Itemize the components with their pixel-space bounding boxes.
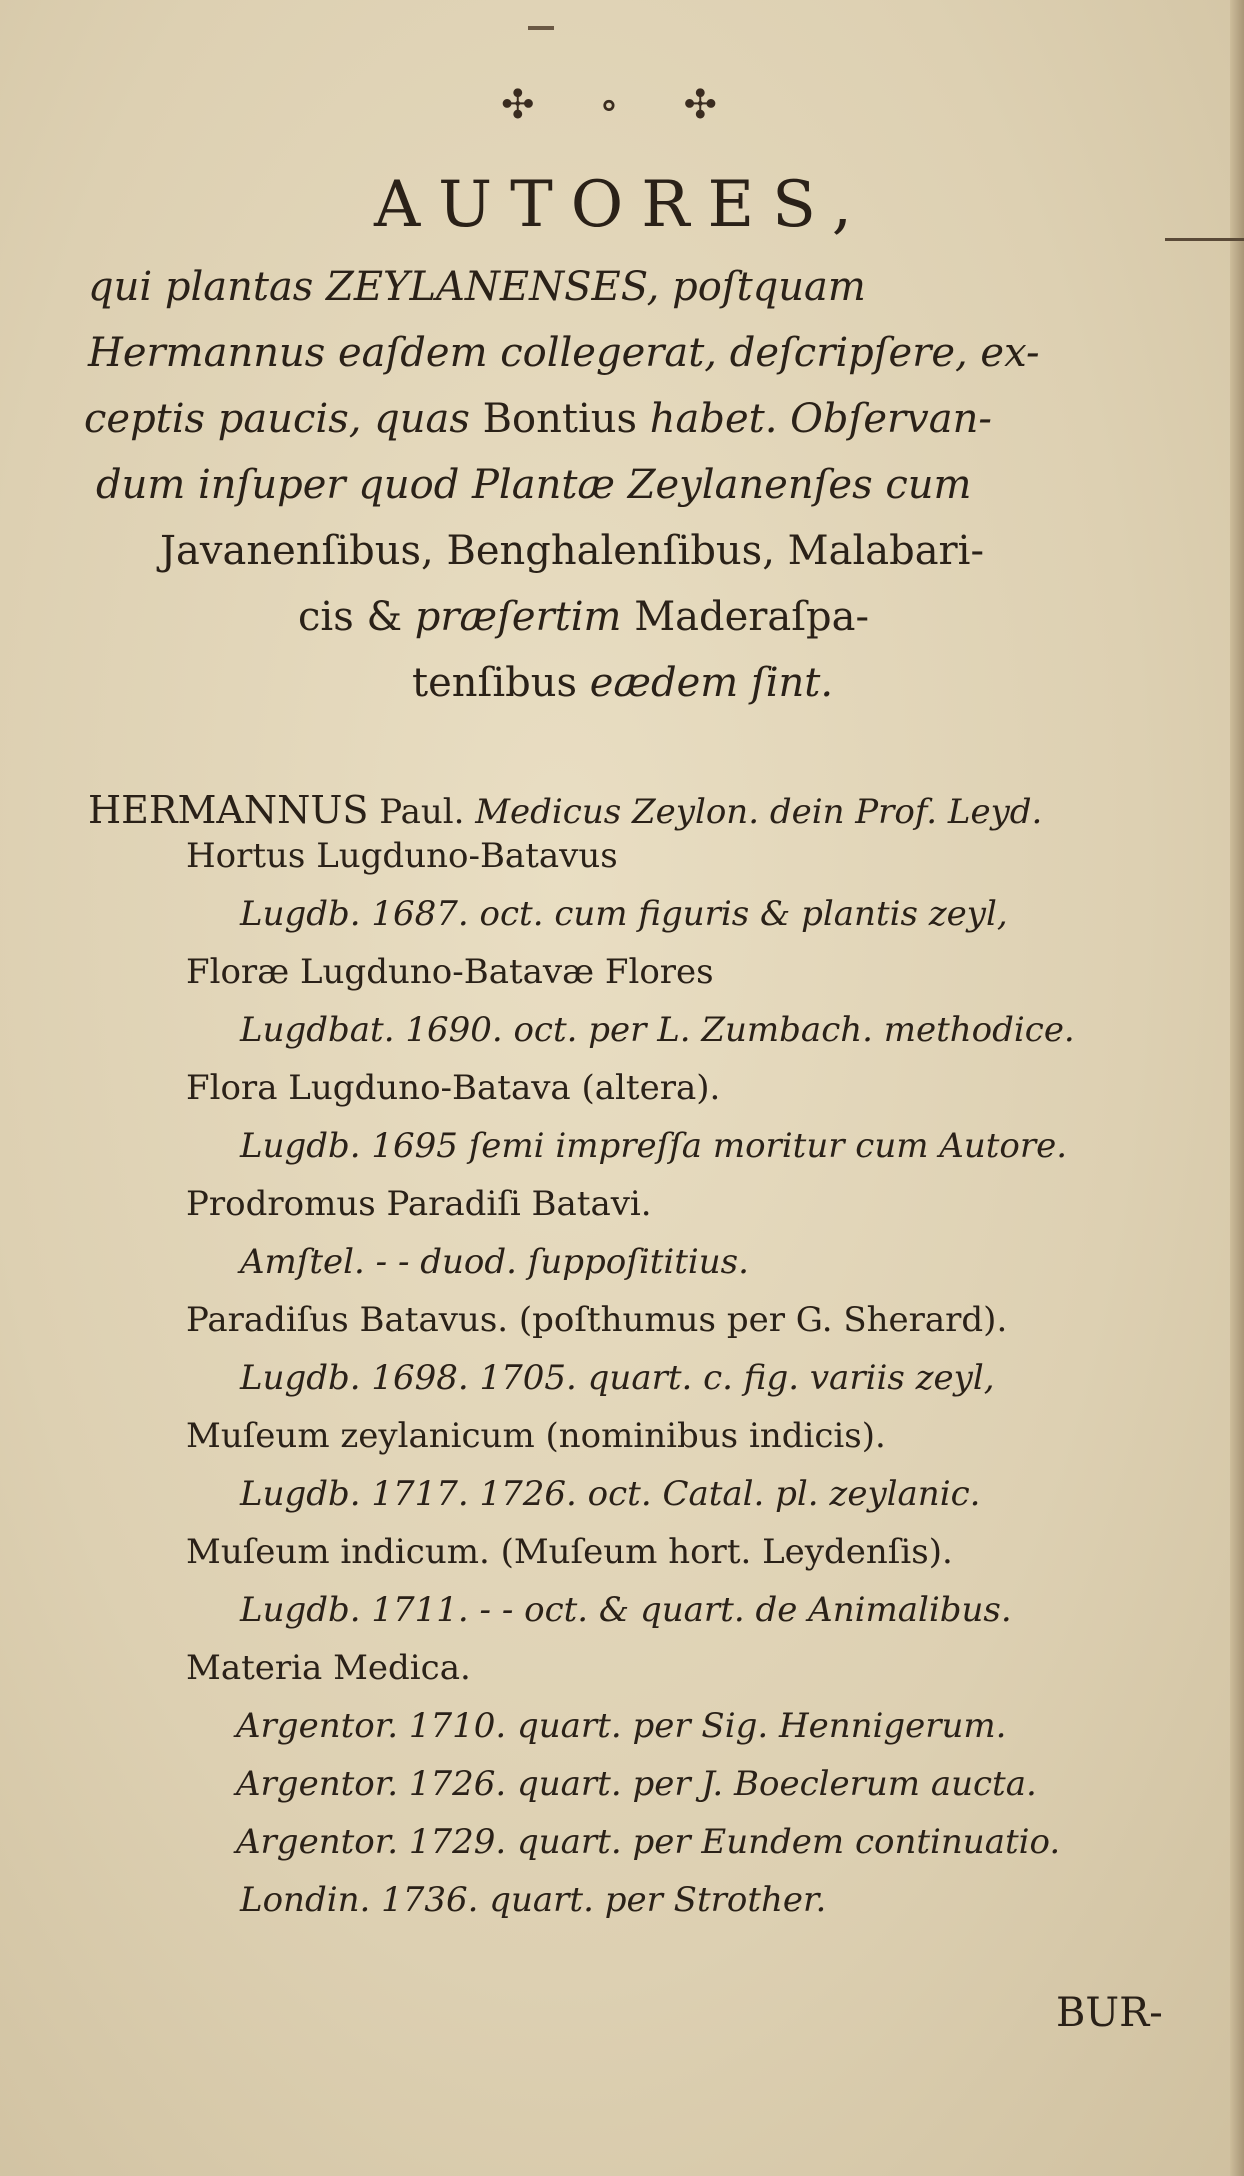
work-imprint: Lugdb. 1687. oct. cum figuris & plantis zeyl, [240, 894, 1008, 934]
intro-line [160, 526, 984, 576]
work-imprint: Lugdb. 1698. 1705. quart. c. fig. variis zeyl, [240, 1358, 995, 1398]
intro-segment: cis & [298, 594, 415, 640]
intro-segment: tenſibus [412, 660, 590, 706]
work-title: Prodromus Paradiſi Batavi. [186, 1184, 652, 1224]
header-ornament: ✣ ∘ ✣ [500, 82, 744, 128]
intro-segment: ceptis paucis, quas [84, 396, 483, 442]
work-imprint: Amſtel. - - duod. ſuppoſititius. [240, 1242, 749, 1282]
intro-line [96, 460, 971, 510]
work-imprint: Lugdb. 1695 ſemi impreſſa moritur cum Autore. [240, 1126, 1068, 1166]
intro-line [412, 658, 833, 708]
author-description: Medicus Zeylon. dein Prof. Leyd. [475, 792, 1043, 832]
work-imprint: Argentor. 1726. quart. per J. Boeclerum aucta. [236, 1764, 1037, 1804]
work-title: Muſeum zeylanicum (nominibus indicis). [186, 1416, 886, 1456]
author-line [88, 788, 1042, 834]
author-name: HERMANNUS [88, 788, 369, 832]
intro-segment: præſertim [414, 594, 622, 640]
intro-segment: habet. Obſervan- [637, 396, 992, 442]
work-imprint: Lugdb. 1717. 1726. oct. Catal. pl. zeylanic. [240, 1474, 981, 1514]
intro-line [298, 592, 869, 642]
intro-segment: eædem ſint. [589, 660, 834, 706]
page-title: AUTORES, [373, 168, 871, 242]
work-imprint: Argentor. 1729. quart. per Eundem continuatio. [236, 1822, 1061, 1862]
intro-segment: Hermannus eaſdem collegerat, deſcripſere, ex- [88, 330, 1040, 376]
work-imprint: Londin. 1736. quart. per Strother. [240, 1880, 827, 1920]
catchword: BUR- [1056, 1990, 1163, 2036]
work-imprint: Lugdb. 1711. - - oct. & quart. de Animalibus. [240, 1590, 1012, 1630]
page-edge-shadow [1230, 0, 1244, 2176]
work-title: Paradiſus Batavus. (poſthumus per G. Sherard). [186, 1300, 1008, 1340]
intro-line [88, 262, 866, 312]
author-first-name: Paul. [368, 792, 476, 832]
work-title: Hortus Lugduno-Batavus [186, 836, 618, 876]
intro-segment: qui plantas ZEYLANENSES, poſtquam [88, 264, 866, 310]
intro-line [88, 328, 1039, 378]
intro-line [84, 394, 992, 444]
work-title: Muſeum indicum. (Muſeum hort. Leydenſis). [186, 1532, 953, 1572]
work-title: Materia Medica. [186, 1648, 471, 1688]
intro-segment: dum inſuper quod Plantæ Zeylanenſes cum [96, 462, 972, 508]
intro-segment: Javanenſibus, Benghalenſibus, Malabari- [160, 528, 984, 574]
work-title: Flora Lugduno-Batava (altera). [186, 1068, 721, 1108]
top-dash [528, 26, 554, 30]
work-title: Floræ Lugduno-Batavæ Flores [186, 952, 714, 992]
intro-segment: Bontius [482, 396, 638, 442]
work-imprint: Argentor. 1710. quart. per Sig. Hennigerum. [236, 1706, 1007, 1746]
work-imprint: Lugdbat. 1690. oct. per L. Zumbach. methodice. [240, 1010, 1075, 1050]
intro-segment: Maderaſpa- [621, 594, 870, 640]
